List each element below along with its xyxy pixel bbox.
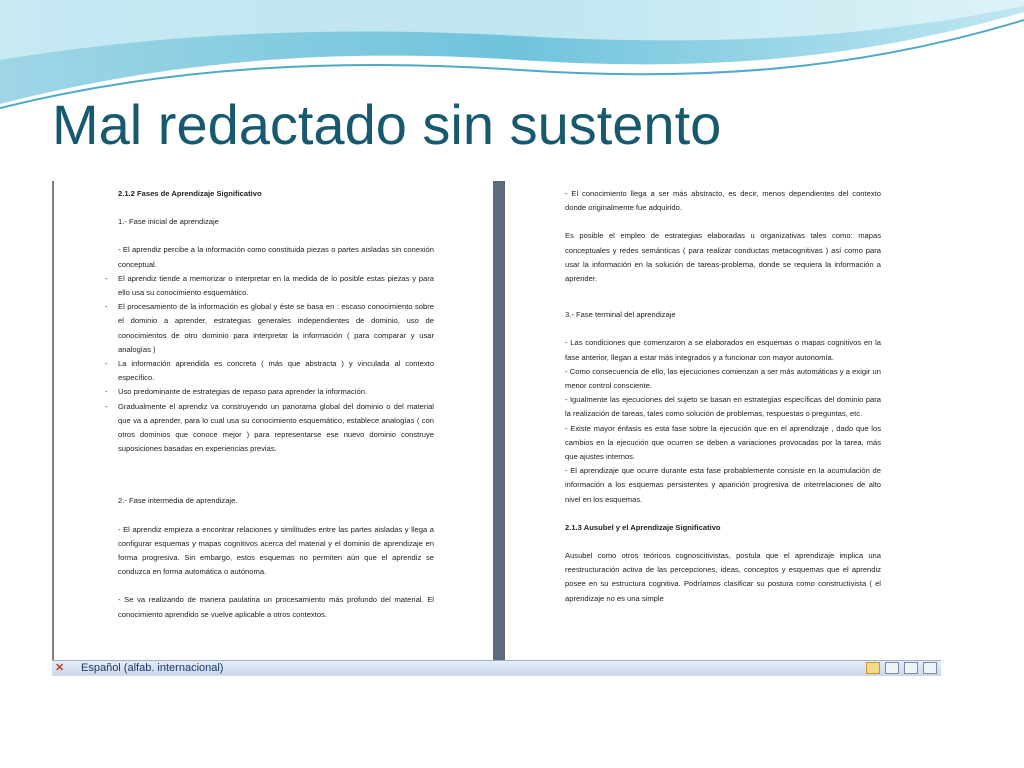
section-heading: 2.1.2 Fases de Aprendizaje Significativo bbox=[118, 189, 262, 198]
status-bar bbox=[52, 660, 941, 676]
document-page-left bbox=[52, 181, 493, 660]
left-page-text bbox=[118, 181, 434, 622]
list-item: - Como consecuencia de ello, las ejecuciones comienzan a ser más automáticas y a exigir un menor control consciente. bbox=[565, 366, 881, 391]
list-item: - El aprendiz tiende a memorizar o interpretar en la medida de lo posible estas piezas y para ello usa su conocimiento esquemático. bbox=[118, 272, 434, 300]
bullet-list bbox=[118, 272, 434, 457]
list-item: - El aprendizaje que ocurre durante esta fase probablemente consiste en la acumulación de información a los esquemas persistentes y aparición progresiva de interrelaciones de alto nivel en los esquemas. bbox=[565, 466, 881, 504]
list-item: - Igualmente las ejecuciones del sujeto se basan en estrategias específicas del dominio para la realización de tareas, tales como solución de problemas, respuestas o preguntas, etc. bbox=[565, 395, 881, 419]
right-page-text bbox=[565, 181, 881, 606]
paragraph: - Se va realizando de manera paulatina un procesamiento más profundo del material. El conocimiento aprendido se vuelve aplicable a otros contextos. bbox=[118, 595, 434, 619]
outline-view-button[interactable] bbox=[923, 662, 937, 674]
phase-heading: 3.- Fase terminal del aprendizaje bbox=[565, 310, 676, 320]
view-buttons bbox=[864, 662, 937, 675]
section-heading: 2.1.3 Ausubel y el Aprendizaje Significativo bbox=[565, 522, 721, 532]
list-item: - Las condiciones que comenzaron a se elaborados en esquemas o mapas cognitivos en la fase anterior, llegan a estar más integrados y a funcionar con mayor autonomía. bbox=[565, 338, 881, 362]
print-layout-view-button[interactable] bbox=[866, 662, 880, 674]
spellcheck-error-icon[interactable]: ✕ bbox=[55, 662, 65, 674]
language-indicator[interactable]: Español (alfab. internacional) bbox=[81, 662, 224, 674]
paragraph: - El aprendiz empieza a encontrar relaciones y similitudes entre las partes aisladas y llega a configurar esquemas y mapas cognitivos acerca del material y el dominio de aprendizaje en forma progresiva. Sin embargo, estos esquemas no permiten aún que el aprendiz se conduzca en forma automática o autónoma. bbox=[118, 524, 434, 577]
phase-heading: 1.- Fase inicial de aprendizaje bbox=[118, 217, 219, 227]
page-edge bbox=[52, 181, 54, 660]
list-item: - Existe mayor énfasis es esta fase sobre la ejecución que en el aprendizaje , dado que los cambios en la ejecución que ocurren se deben a variaciones provocadas por la tarea, más que ajustes internos. bbox=[565, 423, 881, 462]
list-item: - Gradualmente el aprendiz va construyendo un panorama global del dominio o del material que va a aprender, para lo cual usa su conocimiento esquemático, establece analogías ( con otros dominios que conoce mejor ) para representarse ese nuevo dominio construye suposiciones basadas en experiencias previas. bbox=[118, 400, 434, 457]
paragraph: Ausubel como otros teóricos cognoscitivistas, postula que el aprendizaje implica una reestructuración activa de las percepciones, ideas, conceptos y esquemas que el aprendiz posee en su estructura cognitiva. Podríamos clasificar su postura como constructivista ( el aprendizaje no es una simple bbox=[565, 551, 881, 603]
item-list bbox=[565, 336, 881, 506]
full-screen-reading-view-button[interactable] bbox=[885, 662, 899, 674]
list-item: - Uso predominante de estrategias de repaso para aprender la información. bbox=[118, 385, 434, 399]
list-item: - El procesamiento de la información es global y éste se basa en : escaso conocimiento sobre el dominio a aprender, estrategias generales independientes de dominio, uso de conocimientos de otro dominio para interpretar la información ( para comparar y usar analogías ) bbox=[118, 300, 434, 357]
paragraph: - El aprendiz percibe a la información como constituida piezas o partes aisladas sin conexión conceptual. bbox=[118, 245, 434, 269]
paragraph: Es posible el empleo de estrategias elaboradas u organizativas tales como: mapas conceptuales y redes semánticas ( para realizar conductas metacognitivas ) así como para usar la información en la solución de tareas-problema, donde se requiera la información a aprender. bbox=[565, 231, 881, 284]
document-page-right bbox=[505, 181, 939, 660]
paragraph: - El conocimiento llega a ser más abstracto, es decir, menos dependientes del contexto donde originalmente fue adquirido. bbox=[565, 189, 881, 213]
slide-title: Mal redactado sin sustento bbox=[52, 93, 722, 156]
phase-heading: 2.- Fase intermedia de aprendizaje. bbox=[118, 496, 238, 506]
list-item: - La información aprendida es concreta ( más que abstracta ) y vinculada al contexto específico. bbox=[118, 357, 434, 385]
web-layout-view-button[interactable] bbox=[904, 662, 918, 674]
document-screenshot bbox=[52, 181, 941, 676]
page-gutter bbox=[493, 181, 505, 660]
